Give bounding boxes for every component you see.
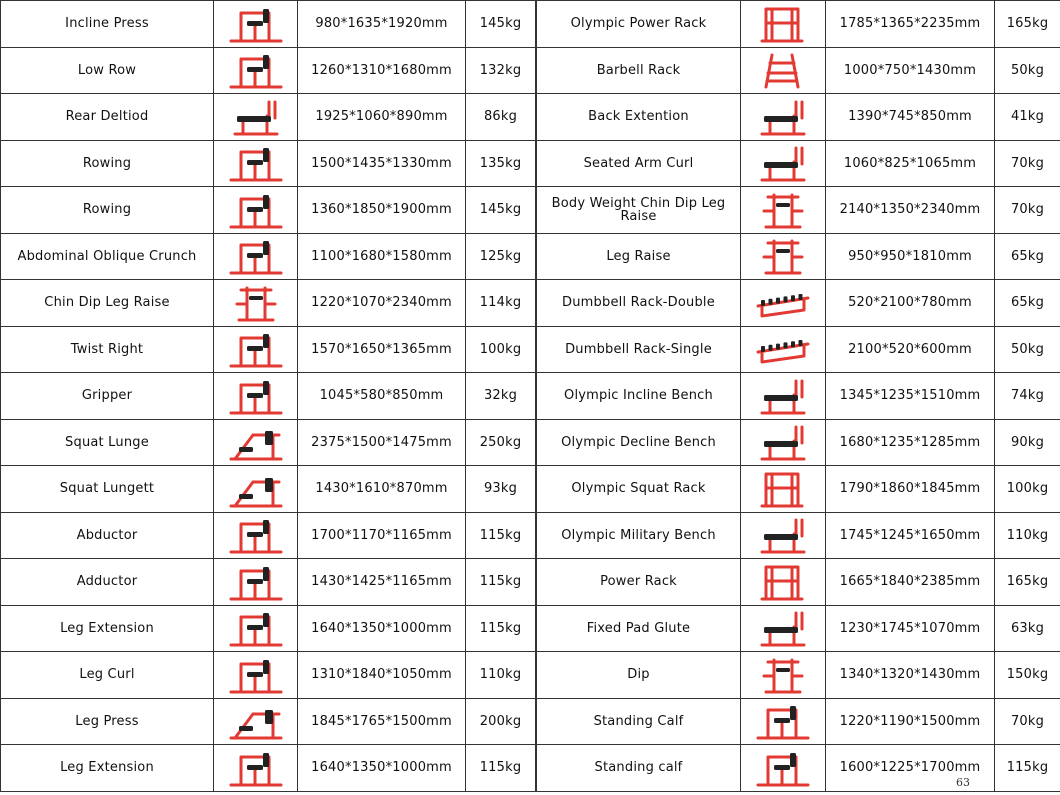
equipment-image-cell bbox=[741, 512, 826, 559]
equipment-image-cell bbox=[741, 326, 826, 373]
weight-cell: 115kg bbox=[466, 745, 536, 792]
chin-dip-tower-icon bbox=[214, 282, 297, 324]
weight-cell: 50kg bbox=[995, 47, 1060, 94]
table-row bbox=[1, 140, 536, 187]
dimensions-cell: 1600*1225*1700mm bbox=[826, 745, 995, 792]
equipment-image-cell bbox=[214, 605, 298, 652]
equipment-image-cell bbox=[214, 373, 298, 420]
equipment-name-cell: Abdominal Oblique Crunch bbox=[1, 233, 214, 280]
dimensions-cell: 1045*580*850mm bbox=[298, 373, 466, 420]
weight-cell: 145kg bbox=[466, 187, 536, 234]
weight-cell: 150kg bbox=[995, 652, 1060, 699]
equipment-image-cell bbox=[741, 140, 826, 187]
gripper-machine-icon bbox=[214, 375, 297, 417]
equipment-image-cell bbox=[214, 280, 298, 327]
dimensions-cell: 1785*1365*2235mm bbox=[826, 1, 995, 48]
equipment-image-cell bbox=[741, 280, 826, 327]
arm-curl-bench-icon bbox=[741, 142, 825, 184]
table-row bbox=[1, 280, 536, 327]
weight-cell: 125kg bbox=[466, 233, 536, 280]
dimensions-cell: 1925*1060*890mm bbox=[298, 94, 466, 141]
dimensions-cell: 1570*1650*1365mm bbox=[298, 326, 466, 373]
weight-cell: 100kg bbox=[466, 326, 536, 373]
equipment-image-cell bbox=[214, 512, 298, 559]
equipment-name-cell: Back Extention bbox=[537, 94, 741, 141]
weight-cell: 115kg bbox=[466, 512, 536, 559]
dimensions-cell: 1745*1245*1650mm bbox=[826, 512, 995, 559]
page-number: 63 bbox=[956, 776, 970, 789]
table-row bbox=[1, 466, 536, 513]
equipment-image-cell bbox=[214, 466, 298, 513]
equipment-image-cell bbox=[214, 745, 298, 792]
low-row-machine-icon bbox=[214, 49, 297, 91]
equipment-name-cell: Olympic Decline Bench bbox=[537, 419, 741, 466]
weight-cell: 165kg bbox=[995, 559, 1060, 606]
equipment-name-cell: Squat Lungett bbox=[1, 466, 214, 513]
rowing-machine-icon bbox=[214, 189, 297, 231]
equipment-spec-table-right bbox=[536, 0, 1060, 792]
equipment-image-cell bbox=[741, 47, 826, 94]
equipment-name-cell: Dip bbox=[537, 652, 741, 699]
equipment-name-cell: Squat Lunge bbox=[1, 419, 214, 466]
equipment-name-cell: Power Rack bbox=[537, 559, 741, 606]
dimensions-cell: 1430*1610*870mm bbox=[298, 466, 466, 513]
dimensions-cell: 1680*1235*1285mm bbox=[826, 419, 995, 466]
weight-cell: 32kg bbox=[466, 373, 536, 420]
squat-rack-icon bbox=[741, 468, 825, 510]
equipment-name-cell: Incline Press bbox=[1, 1, 214, 48]
weight-cell: 74kg bbox=[995, 373, 1060, 420]
weight-cell: 250kg bbox=[466, 419, 536, 466]
leg-extension-machine-icon bbox=[214, 607, 297, 649]
incline-bench-icon bbox=[741, 375, 825, 417]
equipment-name-cell: Twist Right bbox=[1, 326, 214, 373]
equipment-name-cell: Fixed Pad Glute bbox=[537, 605, 741, 652]
equipment-name-cell: Chin Dip Leg Raise bbox=[1, 280, 214, 327]
weight-cell: 165kg bbox=[995, 1, 1060, 48]
right-equipment-table bbox=[536, 0, 1060, 792]
equipment-image-cell bbox=[741, 233, 826, 280]
chin-dip-tower-icon bbox=[741, 189, 825, 231]
table-row bbox=[1, 326, 536, 373]
military-bench-icon bbox=[741, 514, 825, 556]
weight-cell: 90kg bbox=[995, 419, 1060, 466]
dimensions-cell: 1790*1860*1845mm bbox=[826, 466, 995, 513]
equipment-image-cell bbox=[741, 1, 826, 48]
dimensions-cell: 520*2100*780mm bbox=[826, 280, 995, 327]
equipment-name-cell: Dumbbell Rack-Single bbox=[537, 326, 741, 373]
equipment-image-cell bbox=[741, 745, 826, 792]
equipment-image-cell bbox=[741, 559, 826, 606]
equipment-name-cell: Body Weight Chin Dip Leg Raise bbox=[537, 187, 741, 234]
table-row bbox=[537, 187, 1060, 234]
table-row bbox=[1, 652, 536, 699]
table-row bbox=[1, 233, 536, 280]
weight-cell: 114kg bbox=[466, 280, 536, 327]
dimensions-cell: 1640*1350*1000mm bbox=[298, 605, 466, 652]
weight-cell: 86kg bbox=[466, 94, 536, 141]
weight-cell: 115kg bbox=[466, 605, 536, 652]
weight-cell: 70kg bbox=[995, 140, 1060, 187]
dimensions-cell: 1220*1190*1500mm bbox=[826, 698, 995, 745]
glute-bench-icon bbox=[741, 607, 825, 649]
leg-extension-machine-icon bbox=[214, 747, 297, 789]
equipment-image-cell bbox=[214, 94, 298, 141]
dimensions-cell: 1700*1170*1165mm bbox=[298, 512, 466, 559]
twist-machine-icon bbox=[214, 328, 297, 370]
weight-cell: 63kg bbox=[995, 605, 1060, 652]
equipment-name-cell: Adductor bbox=[1, 559, 214, 606]
standing-calf-machine-icon bbox=[741, 747, 825, 789]
equipment-name-cell: Barbell Rack bbox=[537, 47, 741, 94]
equipment-name-cell: Seated Arm Curl bbox=[537, 140, 741, 187]
rowing-machine-icon bbox=[214, 142, 297, 184]
leg-curl-machine-icon bbox=[214, 654, 297, 696]
dimensions-cell: 1665*1840*2385mm bbox=[826, 559, 995, 606]
standing-calf-machine-icon bbox=[741, 700, 825, 742]
weight-cell: 135kg bbox=[466, 140, 536, 187]
weight-cell: 115kg bbox=[995, 745, 1060, 792]
equipment-name-cell: Olympic Squat Rack bbox=[537, 466, 741, 513]
dimensions-cell: 1310*1840*1050mm bbox=[298, 652, 466, 699]
equipment-name-cell: Leg Press bbox=[1, 698, 214, 745]
weight-cell: 70kg bbox=[995, 698, 1060, 745]
dimensions-cell: 2100*520*600mm bbox=[826, 326, 995, 373]
incline-press-machine-icon bbox=[214, 3, 297, 45]
table-row bbox=[537, 280, 1060, 327]
equipment-image-cell bbox=[214, 326, 298, 373]
abductor-machine-icon bbox=[214, 514, 297, 556]
table-row bbox=[1, 512, 536, 559]
dumbbell-rack-single-icon bbox=[741, 328, 825, 370]
dimensions-cell: 1260*1310*1680mm bbox=[298, 47, 466, 94]
equipment-image-cell bbox=[741, 373, 826, 420]
equipment-name-cell: Leg Curl bbox=[1, 652, 214, 699]
equipment-name-cell: Dumbbell Rack-Double bbox=[537, 280, 741, 327]
dimensions-cell: 1845*1765*1500mm bbox=[298, 698, 466, 745]
rear-deltoid-bench-icon bbox=[214, 96, 297, 138]
equipment-name-cell: Standing calf bbox=[537, 745, 741, 792]
equipment-name-cell: Leg Extension bbox=[1, 605, 214, 652]
squat-lunge-machine-icon bbox=[214, 421, 297, 463]
equipment-name-cell: Rear Deltiod bbox=[1, 94, 214, 141]
table-row bbox=[1, 1, 536, 48]
dimensions-cell: 1390*745*850mm bbox=[826, 94, 995, 141]
weight-cell: 110kg bbox=[995, 512, 1060, 559]
equipment-name-cell: Leg Extension bbox=[1, 745, 214, 792]
table-row bbox=[537, 419, 1060, 466]
dimensions-cell: 1430*1425*1165mm bbox=[298, 559, 466, 606]
dimensions-cell: 1000*750*1430mm bbox=[826, 47, 995, 94]
dimensions-cell: 1220*1070*2340mm bbox=[298, 280, 466, 327]
table-row bbox=[1, 373, 536, 420]
dimensions-cell: 1060*825*1065mm bbox=[826, 140, 995, 187]
crunch-machine-icon bbox=[214, 235, 297, 277]
dimensions-cell: 1640*1350*1000mm bbox=[298, 745, 466, 792]
equipment-image-cell bbox=[214, 233, 298, 280]
equipment-image-cell bbox=[214, 698, 298, 745]
weight-cell: 132kg bbox=[466, 47, 536, 94]
table-row bbox=[1, 187, 536, 234]
table-row bbox=[537, 745, 1060, 792]
weight-cell: 200kg bbox=[466, 698, 536, 745]
table-row bbox=[1, 94, 536, 141]
equipment-image-cell bbox=[741, 466, 826, 513]
table-row bbox=[1, 419, 536, 466]
table-row bbox=[537, 1, 1060, 48]
dimensions-cell: 1500*1435*1330mm bbox=[298, 140, 466, 187]
table-row bbox=[537, 698, 1060, 745]
weight-cell: 115kg bbox=[466, 559, 536, 606]
weight-cell: 65kg bbox=[995, 233, 1060, 280]
dimensions-cell: 1230*1745*1070mm bbox=[826, 605, 995, 652]
table-row bbox=[1, 745, 536, 792]
equipment-name-cell: Standing Calf bbox=[537, 698, 741, 745]
dimensions-cell: 2375*1500*1475mm bbox=[298, 419, 466, 466]
equipment-image-cell bbox=[214, 1, 298, 48]
equipment-image-cell bbox=[741, 94, 826, 141]
table-row bbox=[537, 326, 1060, 373]
table-row bbox=[537, 373, 1060, 420]
power-rack-icon bbox=[741, 561, 825, 603]
table-row bbox=[537, 559, 1060, 606]
table-row bbox=[1, 698, 536, 745]
dumbbell-rack-double-icon bbox=[741, 282, 825, 324]
equipment-name-cell: Rowing bbox=[1, 187, 214, 234]
weight-cell: 41kg bbox=[995, 94, 1060, 141]
equipment-image-cell bbox=[214, 419, 298, 466]
table-row bbox=[1, 559, 536, 606]
table-row bbox=[1, 605, 536, 652]
equipment-name-cell: Olympic Power Rack bbox=[537, 1, 741, 48]
table-row bbox=[537, 605, 1060, 652]
equipment-image-cell bbox=[214, 652, 298, 699]
dimensions-cell: 2140*1350*2340mm bbox=[826, 187, 995, 234]
table-row bbox=[537, 140, 1060, 187]
leg-press-machine-icon bbox=[214, 700, 297, 742]
equipment-name-cell: Low Row bbox=[1, 47, 214, 94]
dimensions-cell: 980*1635*1920mm bbox=[298, 1, 466, 48]
weight-cell: 65kg bbox=[995, 280, 1060, 327]
table-row bbox=[537, 94, 1060, 141]
weight-cell: 145kg bbox=[466, 1, 536, 48]
dimensions-cell: 1100*1680*1580mm bbox=[298, 233, 466, 280]
equipment-image-cell bbox=[214, 140, 298, 187]
weight-cell: 70kg bbox=[995, 187, 1060, 234]
weight-cell: 110kg bbox=[466, 652, 536, 699]
dip-station-icon bbox=[741, 654, 825, 696]
table-row bbox=[537, 466, 1060, 513]
equipment-name-cell: Olympic Military Bench bbox=[537, 512, 741, 559]
equipment-image-cell bbox=[741, 652, 826, 699]
table-row bbox=[537, 652, 1060, 699]
table-row bbox=[537, 47, 1060, 94]
weight-cell: 50kg bbox=[995, 326, 1060, 373]
equipment-name-cell: Abductor bbox=[1, 512, 214, 559]
equipment-name-cell: Leg Raise bbox=[537, 233, 741, 280]
equipment-name-cell: Olympic Incline Bench bbox=[537, 373, 741, 420]
power-rack-icon bbox=[741, 3, 825, 45]
equipment-image-cell bbox=[214, 187, 298, 234]
weight-cell: 93kg bbox=[466, 466, 536, 513]
back-extension-bench-icon bbox=[741, 96, 825, 138]
equipment-image-cell bbox=[214, 559, 298, 606]
equipment-image-cell bbox=[741, 698, 826, 745]
equipment-image-cell bbox=[741, 605, 826, 652]
table-row bbox=[537, 233, 1060, 280]
dimensions-cell: 1340*1320*1430mm bbox=[826, 652, 995, 699]
weight-cell: 100kg bbox=[995, 466, 1060, 513]
equipment-name-cell: Gripper bbox=[1, 373, 214, 420]
equipment-image-cell bbox=[741, 187, 826, 234]
decline-bench-icon bbox=[741, 421, 825, 463]
dimensions-cell: 1345*1235*1510mm bbox=[826, 373, 995, 420]
leg-raise-stand-icon bbox=[741, 235, 825, 277]
table-row bbox=[1, 47, 536, 94]
dimensions-cell: 950*950*1810mm bbox=[826, 233, 995, 280]
equipment-name-cell: Rowing bbox=[1, 140, 214, 187]
dimensions-cell: 1360*1850*1900mm bbox=[298, 187, 466, 234]
equipment-image-cell bbox=[741, 419, 826, 466]
equipment-image-cell bbox=[214, 47, 298, 94]
adductor-machine-icon bbox=[214, 561, 297, 603]
table-row bbox=[537, 512, 1060, 559]
barbell-rack-icon bbox=[741, 49, 825, 91]
squat-lunge-machine-icon bbox=[214, 468, 297, 510]
